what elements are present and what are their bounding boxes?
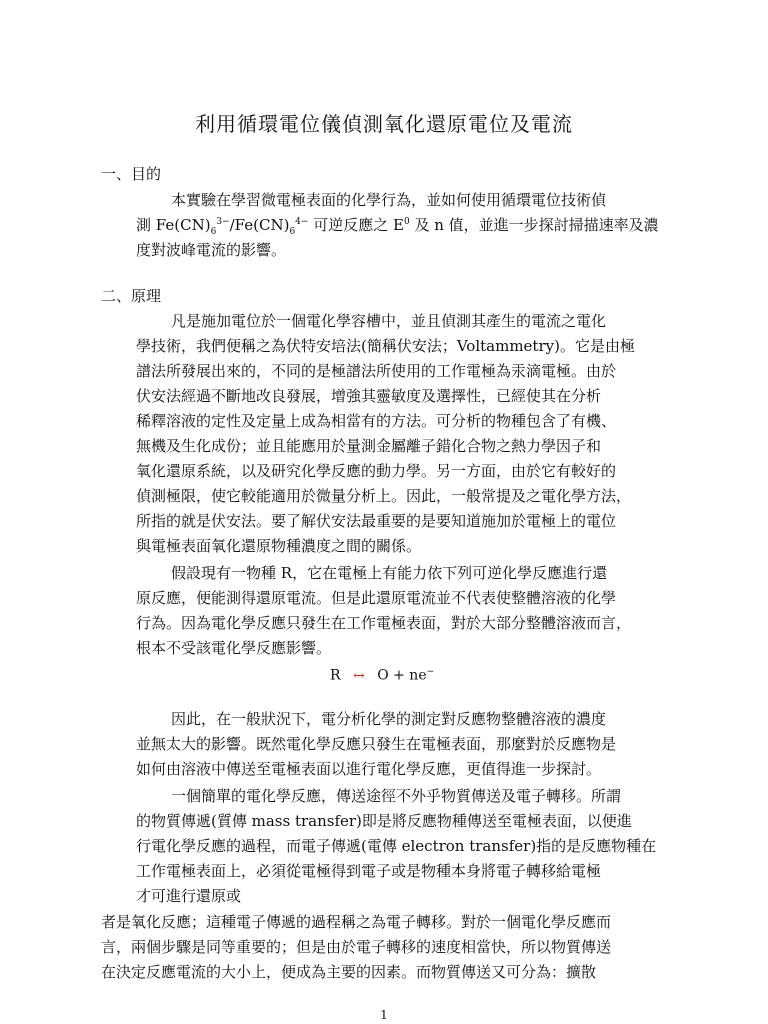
paragraph-line: 度對波峰電流的影響。 — [136, 241, 287, 259]
paragraph-line: 本實驗在學習微電極表面的化學行為，並如何使用循環電位技術偵 — [171, 191, 607, 209]
paragraph-line: 譜法所發展出來的，不同的是極譜法所使用的工作電極為汞滴電極。由於 — [136, 362, 617, 380]
paragraph-line: 伏安法經過不斷地改良發展，增強其靈敏度及選擇性，已經使其在分析 — [136, 387, 602, 405]
paragraph-line: 行為。因為電化學反應只發生在工作電極表面，對於大部分整體溶液而言， — [136, 614, 632, 632]
paragraph-line: 與電極表面氧化還原物種濃度之間的關係。 — [136, 537, 422, 555]
paragraph-line: 學技術，我們便稱之為伏特安培法(簡稱伏安法；Voltammetry)。它是由極 — [136, 337, 635, 355]
paragraph-line: 偵測極限，使它較能適用於微量分析上。因此，一般常提及之電化學方法， — [136, 487, 632, 505]
paragraph-line: 氧化還原系統，以及研究化學反應的動力學。另一方面，由於它有較好的 — [136, 462, 617, 480]
paragraph-line: 言，兩個步驟是同等重要的；但是由於電子轉移的速度相當快，所以物質傳送 — [101, 938, 612, 956]
paragraph-line: 者是氧化反應；這種電子傳遞的過程稱之為電子轉移。對於一個電化學反應而 — [101, 913, 612, 931]
paragraph-line: 一個簡單的電化學反應，傳送途徑不外乎物質傳送及電子轉移。所謂 — [171, 787, 622, 805]
section-heading-principle: 二、原理 — [101, 287, 162, 305]
document-title: 利用循環電位儀偵測氧化還原電位及電流 — [195, 112, 573, 136]
paragraph-line-chemistry: 測 $Fe(CN)_6^{3-}/Fe(CN)_6^{4-}$ 可逆反應之 $E^0$ 及 n 值，並進一步探討掃描速率及濃 — [136, 216, 659, 237]
paragraph-line: 在決定反應電流的大小上，便成為主要的因素。而物質傳送又可分為：擴散 — [101, 963, 597, 981]
paragraph-line: 所指的就是伏安法。要了解伏安法最重要的是要知道施加於電極上的電位 — [136, 512, 617, 530]
paragraph-line: 無機及生化成份；並且能應用於量測金屬離子錯化合物之熱力學因子和 — [136, 437, 602, 455]
paragraph-line: 才可進行還原或 — [136, 887, 242, 905]
paragraph-line: 並無太大的影響。既然電化學反應只發生在電極表面，那麼對於反應物是 — [136, 735, 617, 753]
paragraph-line: 根本不受該電化學反應影響。 — [136, 639, 332, 657]
paragraph-line: 的物質傳遞(質傳 mass transfer)即是將反應物種傳送至電極表面，以便進 — [136, 812, 632, 830]
page-number: 1 — [380, 1008, 388, 1022]
paragraph-line: 如何由溶液中傳送至電極表面以進行電化學反應，更值得進一步探討。 — [136, 760, 602, 778]
paragraph-line: 工作電極表面上，必須從電極得到電子或是物種本身將電子轉移給電極 — [136, 862, 602, 880]
paragraph-line: 假設現有一物種 R，它在電極上有能力依下列可逆化學反應進行還 — [171, 564, 608, 582]
paragraph-line: 凡是施加電位於一個電化學容槽中，並且偵測其產生的電流之電化 — [171, 312, 607, 330]
paragraph-line: 稀釋溶液的定性及定量上成為相當有的方法。可分析的物種包含了有機、 — [136, 412, 617, 430]
paragraph-line: 因此，在一般狀況下，電分析化學的測定對反應物整體溶液的濃度 — [171, 710, 607, 728]
paragraph-line: 行電化學反應的過程，而電子傳遞(電傳 electron transfer)指的是反應物種在 — [136, 837, 657, 855]
section-heading-purpose: 一、目的 — [101, 165, 162, 183]
reaction-equation: R ↔ O + ne− — [330, 667, 435, 684]
paragraph-line: 原反應，便能測得還原電流。但是此還原電流並不代表使整體溶液的化學 — [136, 589, 617, 607]
